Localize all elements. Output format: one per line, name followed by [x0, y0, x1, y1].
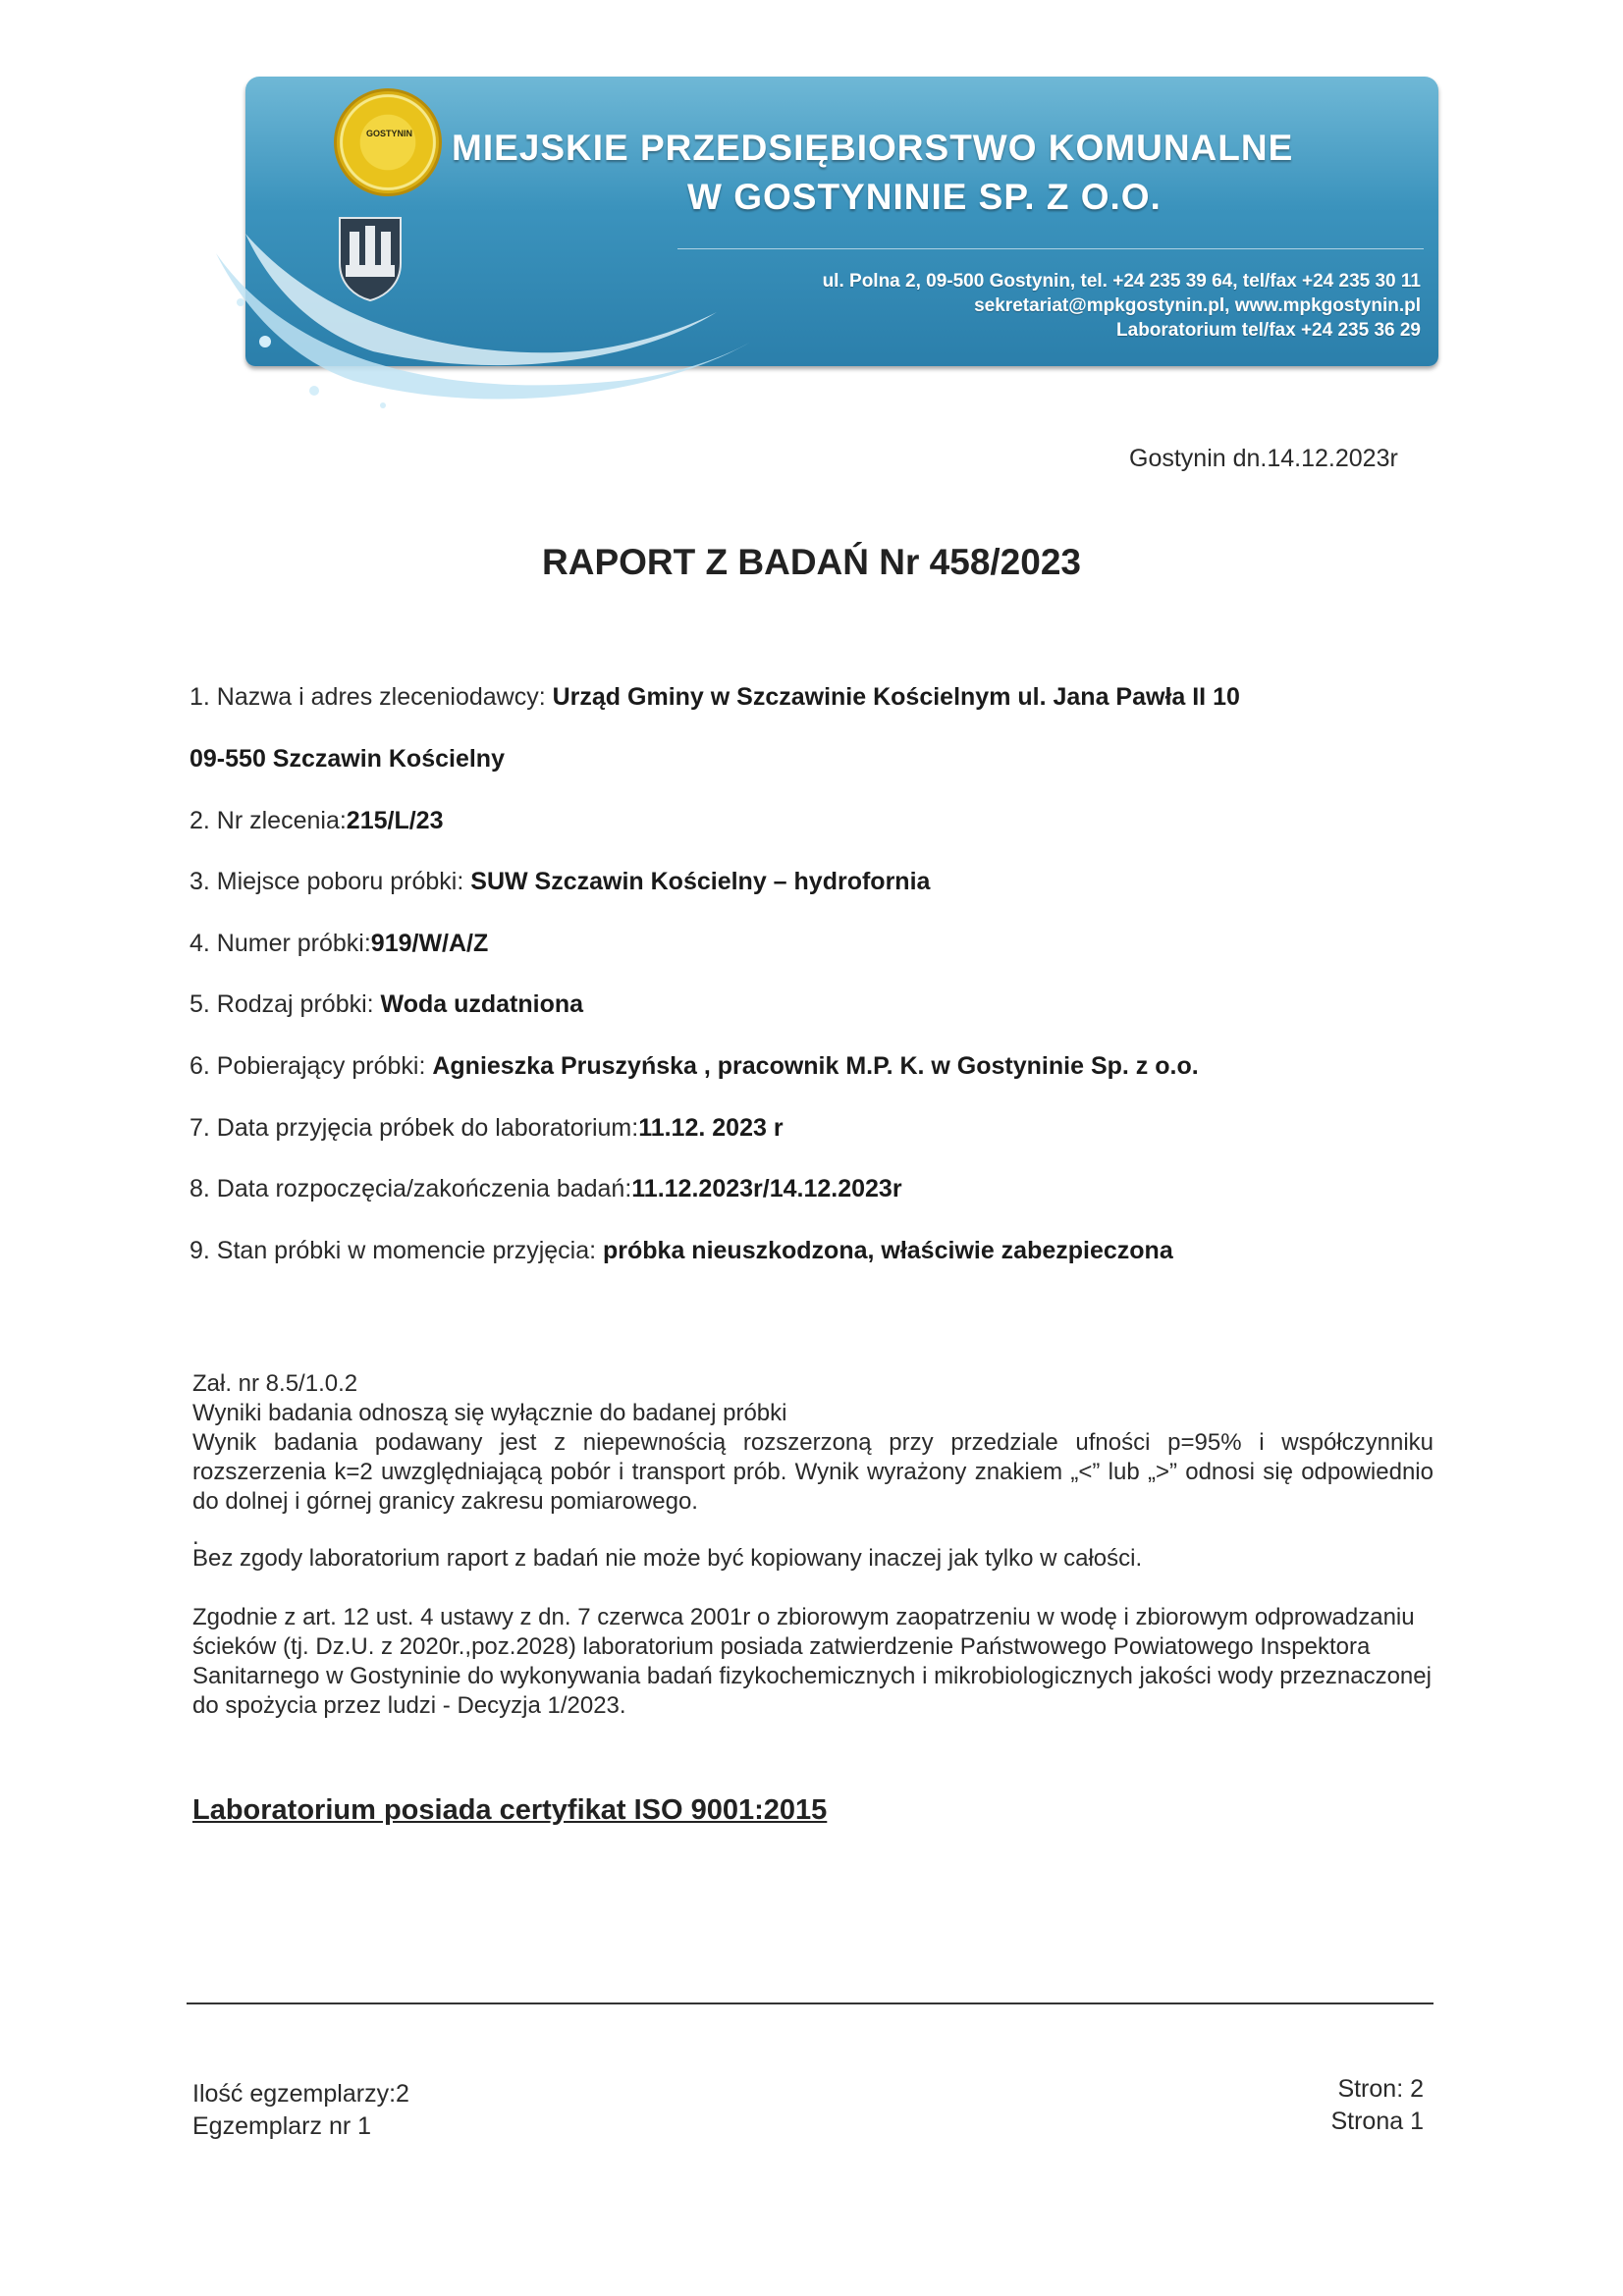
field-value: 09-550 Szczawin Kościelny [189, 745, 505, 773]
note-legal-basis: Zgodnie z art. 12 ust. 4 ustawy z dn. 7 czerwca 2001r o zbiorowym zaopatrzeniu w wodę i zbiorowym odprowadzaniu ścieków (tj. Dz.U. z 2020r.,poz.2028) laboratorium posiada zatwierdzenie Państwowego Powiatowego Inspektora Sanitarnego w Gostyninie do wykonywania badań fizykochemicznych i mikrobiologicznych jakości wody przeznaczonej do spożycia przez ludzi - Decyzja 1/2023. [192, 1604, 1432, 1719]
note-uncertainty: Wynik badania podawany jest z niepewnością rozszerzoną przy przedziale ufności p=95% i współczynniku rozszerzenia k=2 uwzględniającą pobór i transport prób. Wynik wyrażony znakiem „<” lub „>” odnosi się odpowiednio do dolnej i górnej granicy zakresu pomiarowego. [192, 1429, 1434, 1515]
field-value: 11.12. 2023 r [638, 1114, 784, 1142]
field-label: 6. Pobierający próbki: [189, 1052, 433, 1080]
field-sample-condition [189, 1237, 1173, 1265]
field-sampler [189, 1052, 1199, 1081]
field-sample-number [189, 930, 488, 958]
iso-certificate-note: Laboratorium posiada certyfikat ISO 9001:2015 [192, 1794, 828, 1826]
field-order-number [189, 807, 443, 835]
page-count: Stron: 2 [1337, 2075, 1424, 2103]
field-label: 7. Data przyjęcia próbek do laboratorium: [189, 1114, 639, 1142]
copy-number: Egzemplarz nr 1 [192, 2112, 372, 2140]
contact-lab: Laboratorium tel/fax +24 235 36 29 [1116, 320, 1421, 341]
field-sample-type [189, 990, 583, 1019]
contact-web: sekretariat@mpkgostynin.pl, www.mpkgostynin.pl [974, 295, 1421, 316]
company-name-line1: MIEJSKIE PRZEDSIĘBIORSTWO KOMUNALNE [452, 128, 1294, 168]
note-results-scope: Wyniki badania odnoszą się wyłącznie do badanej próbki [192, 1400, 787, 1426]
field-test-dates [189, 1175, 902, 1203]
field-label: 5. Rodzaj próbki: [189, 990, 381, 1018]
company-contact [675, 269, 1421, 343]
field-label: 1. Nazwa i adres zleceniodawcy: [189, 683, 553, 711]
stray-dot: . [192, 1523, 199, 1550]
field-value: SUW Szczawin Kościelny – hydrofornia [470, 868, 931, 895]
banner-divider [677, 248, 1424, 249]
contact-address: ul. Polna 2, 09-500 Gostynin, tel. +24 235 39 64, tel/fax +24 235 30 11 [822, 271, 1421, 292]
field-value: 11.12.2023r/14.12.2023r [631, 1175, 902, 1202]
field-label: 4. Numer próbki: [189, 930, 371, 957]
page-title: RAPORT Z BADAŃ Nr 458/2023 [542, 542, 1081, 582]
report-notes [192, 1369, 1434, 1721]
field-value: próbka nieuszkodzona, właściwie zabezpieczona [603, 1237, 1173, 1264]
field-sampling-place [189, 868, 930, 896]
company-seal-icon [334, 88, 442, 196]
field-receipt-date [189, 1114, 784, 1143]
field-value: Agnieszka Pruszyńska , pracownik M.P. K. w Gostyninie Sp. z o.o. [432, 1052, 1199, 1080]
field-label: 8. Data rozpoczęcia/zakończenia badań: [189, 1175, 632, 1202]
field-value: Urząd Gminy w Szczawinie Kościelnym ul. Jana Pawła II 10 [552, 683, 1240, 711]
field-value: Woda uzdatniona [380, 990, 584, 1018]
field-label: 9. Stan próbki w momencie przyjęcia: [189, 1237, 604, 1264]
page-number: Strona 1 [1330, 2108, 1424, 2135]
footer-pagination [1330, 2073, 1424, 2138]
annex-number: Zał. nr 8.5/1.0.2 [192, 1370, 358, 1397]
field-client-address [189, 745, 505, 774]
water-splash-icon [206, 194, 756, 420]
field-label: 3. Miejsce poboru próbki: [189, 868, 471, 895]
note-copying: Bez zgody laboratorium raport z badań nie może być kopiowany inaczej jak tylko w całości. [192, 1545, 1143, 1572]
letterhead-banner [245, 77, 1438, 371]
document-date: Gostynin dn.14.12.2023r [1129, 445, 1398, 472]
field-value: 919/W/A/Z [370, 930, 489, 957]
seal-text: GOSTYNIN [366, 129, 413, 138]
coat-of-arms-icon [336, 214, 405, 302]
field-client [189, 683, 1240, 712]
footer-divider [187, 2002, 1434, 2004]
footer-copies [192, 2078, 409, 2143]
copies-count: Ilość egzemplarzy:2 [192, 2080, 409, 2108]
company-name [452, 124, 1414, 222]
company-name-line2: W GOSTYNINIE SP. Z O.O. [687, 177, 1162, 217]
field-value: 215/L/23 [346, 807, 444, 834]
field-label: 2. Nr zlecenia: [189, 807, 347, 834]
